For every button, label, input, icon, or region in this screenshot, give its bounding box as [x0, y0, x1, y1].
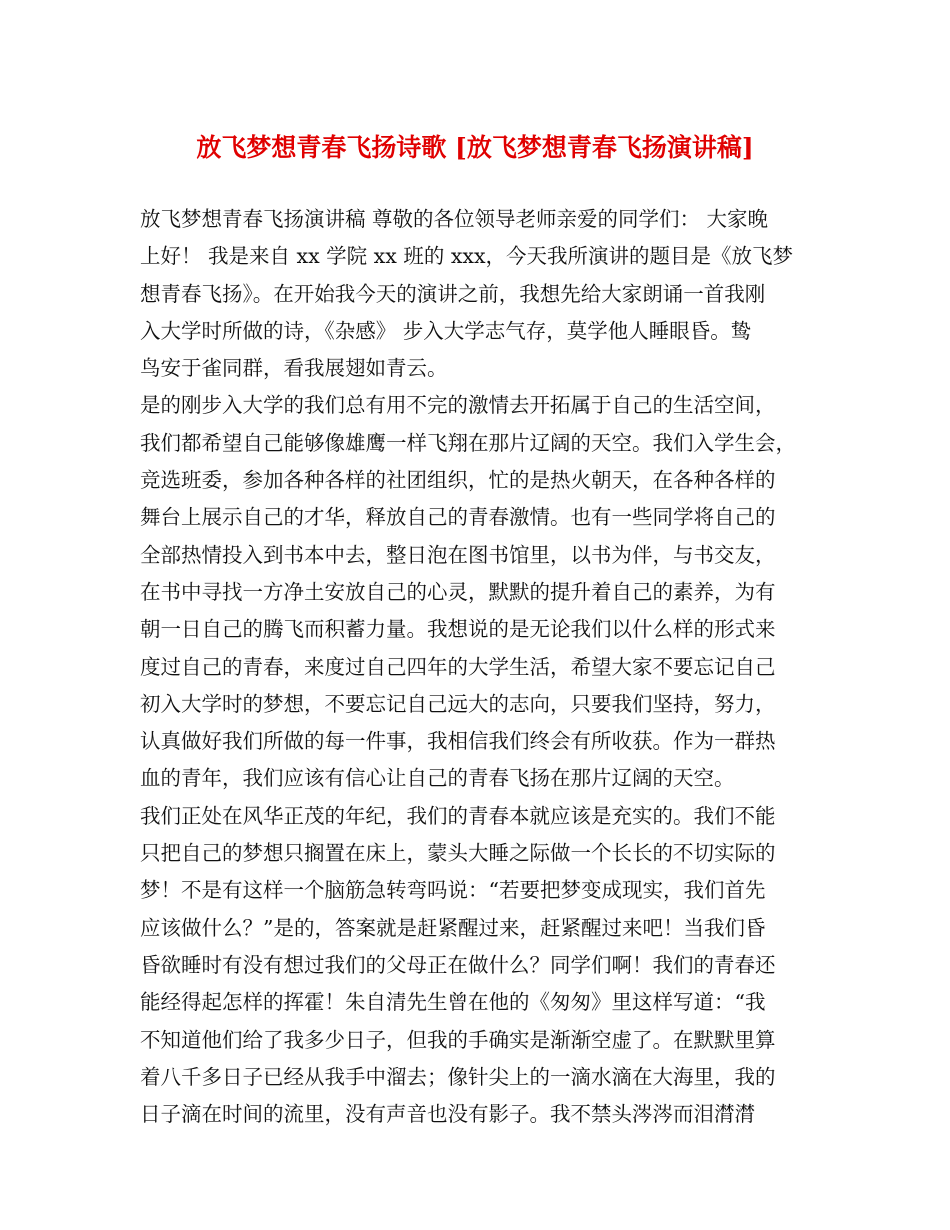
text-line: 血的青年，我们应该有信心让自己的青春飞扬在那片辽阔的天空。 — [140, 766, 735, 791]
text-line: 鸟安于雀同群，看我展翅如青云。 — [140, 356, 448, 381]
text-line: 日子滴在时间的流里，没有声音也没有影子。我不禁头涔涔而泪潸潸 — [140, 1102, 755, 1127]
document-title: 放飞梦想青春飞扬诗歌 [放飞梦想青春飞扬演讲稿] — [196, 133, 754, 162]
text-line: 想青春飞扬》。在开始我今天的演讲之前，我想先给大家朗诵一首我刚 — [140, 281, 766, 306]
text-line: 只把自己的梦想只搁置在床上，蒙头大睡之际做一个长长的不切实际的 — [140, 841, 776, 866]
text-line: 是的刚步入大学的我们总有用不完的激情去开拓属于自己的生活空间， — [140, 393, 776, 418]
text-line: 入大学时所做的诗，《杂感》 步入大学志气存，莫学他人睡眼昏。鸷 — [140, 318, 752, 343]
document-body — [140, 201, 830, 1133]
text-line: 全部热情投入到书本中去，整日泡在图书馆里，以书为伴，与书交友， — [140, 542, 776, 567]
text-line: 昏欲睡时有没有想过我们的父母正在做什么？同学们啊！我们的青春还 — [140, 952, 776, 977]
text-line: 上好！ 我是来自 xx 学院 xx 班的 xxx，今天我所演讲的题目是《放飞梦 — [140, 244, 794, 269]
text-line: 度过自己的青春，来度过自己四年的大学生活，希望大家不要忘记自己 — [140, 654, 776, 679]
text-line: 竞选班委，参加各种各样的社团组织，忙的是热火朝天，在各种各样的 — [140, 468, 776, 493]
text-line: 梦！不是有这样一个脑筋急转弯吗说：“若要把梦变成现实，我们首先 — [140, 878, 766, 903]
text-line: 放飞梦想青春飞扬演讲稿 尊敬的各位领导老师亲爱的同学们： 大家晚 — [140, 207, 769, 231]
text-line: 我们都希望自己能够像雄鹰一样飞翔在那片辽阔的天空。我们入学生会， — [140, 430, 796, 455]
text-line: 初入大学时的梦想，不要忘记自己远大的志向，只要我们坚持，努力， — [140, 691, 776, 716]
text-line: 能经得起怎样的挥霍！朱自清先生曾在他的《匆匆》里这样写道：“我 — [140, 990, 766, 1015]
text-line: 朝一日自己的腾飞而积蓄力量。我想说的是无论我们以什么样的形式来 — [140, 617, 776, 642]
text-line: 我们正处在风华正茂的年纪，我们的青春本就应该是充实的。我们不能 — [140, 803, 776, 828]
text-line: 不知道他们给了我多少日子，但我的手确实是渐渐空虚了。在默默里算 — [140, 1027, 776, 1052]
text-line: 着八千多日子已经从我手中溜去；像针尖上的一滴水滴在大海里，我的 — [140, 1064, 776, 1089]
text-line: 应该做什么？”是的，答案就是赶紧醒过来，赶紧醒过来吧！当我们昏 — [140, 915, 766, 940]
text-line: 认真做好我们所做的每一件事，我相信我们终会有所收获。作为一群热 — [140, 729, 776, 754]
text-line: 在书中寻找一方净土安放自己的心灵，默默的提升着自己的素养，为有 — [140, 579, 776, 604]
text-line: 舞台上展示自己的才华，释放自己的青春激情。也有一些同学将自己的 — [140, 505, 776, 530]
